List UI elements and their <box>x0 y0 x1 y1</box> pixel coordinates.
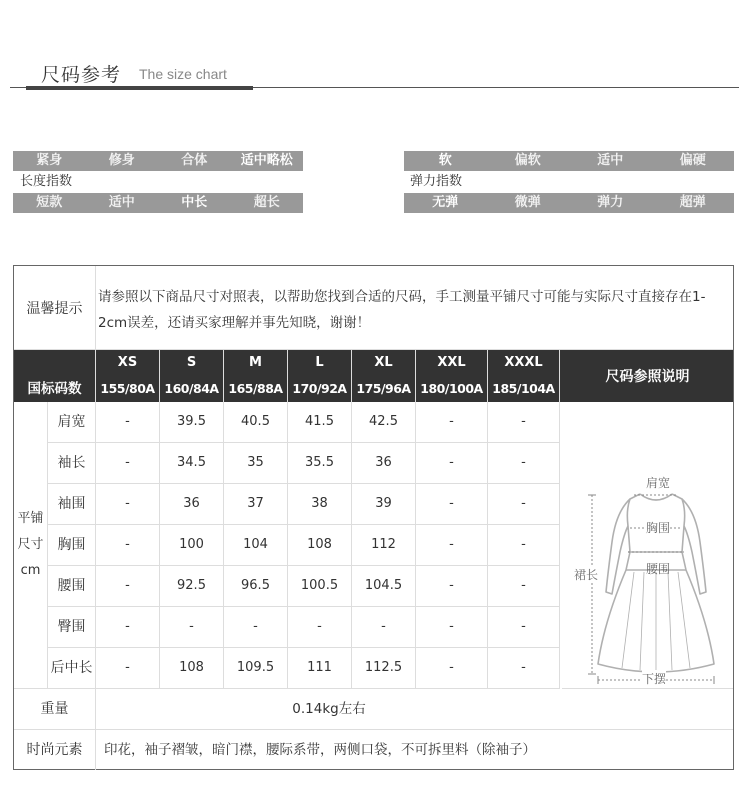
table-cell: - <box>96 443 160 483</box>
length-medium: 适中 <box>108 195 135 210</box>
table-cell: - <box>488 648 560 688</box>
table-cell: 111 <box>288 648 352 688</box>
table-cell: 104 <box>224 525 288 565</box>
dress-diagram <box>562 402 733 689</box>
size-chart-table <box>13 265 734 770</box>
stretch: 弹力 <box>597 195 624 210</box>
row-name: 后中长 <box>48 648 96 688</box>
fit-tight: 紧身 <box>36 153 63 168</box>
elastic-scale-bottom <box>404 193 734 213</box>
header-underline <box>26 86 253 90</box>
fit-label: 长度指数 <box>20 174 73 189</box>
size-m: M <box>224 350 288 376</box>
tip-label: 温馨提示 <box>14 266 96 350</box>
table-cell: 35.5 <box>288 443 352 483</box>
style-value: 印花，袖子褶皱，暗门襟，腰际系带，两侧口袋，不可拆里料（除袖子） <box>104 742 536 758</box>
fit-regular: 合体 <box>181 153 208 168</box>
table-cell: - <box>488 525 560 565</box>
table-cell: 35 <box>224 443 288 483</box>
row-name: 臀围 <box>48 607 96 647</box>
size-xs: XS <box>96 350 160 376</box>
diagram-shoulder: 肩宽 <box>646 476 671 490</box>
table-row <box>48 525 560 566</box>
table-cell: 42.5 <box>352 402 416 442</box>
diagram-hem: 下摆 <box>642 672 667 686</box>
table-cell: - <box>416 566 488 606</box>
table-cell: - <box>416 484 488 524</box>
weight-row <box>14 689 733 730</box>
table-cell: 40.5 <box>224 402 288 442</box>
table-cell: 34.5 <box>160 443 224 483</box>
table-cell: - <box>224 607 288 647</box>
elastic-label: 弹力指数 <box>410 174 463 189</box>
diagram-waist: 腰围 <box>646 562 671 576</box>
length-midlong: 中长 <box>181 195 208 210</box>
style-label: 时尚元素 <box>14 730 96 770</box>
table-cell: 108 <box>288 525 352 565</box>
table-cell: - <box>488 402 560 442</box>
table-cell: 112 <box>352 525 416 565</box>
table-cell: - <box>96 525 160 565</box>
length-short: 短款 <box>36 195 63 210</box>
table-row <box>48 648 560 689</box>
code-xxl: 180/100A <box>416 376 488 402</box>
size-header-row <box>14 350 562 376</box>
table-cell: - <box>96 402 160 442</box>
table-cell: 92.5 <box>160 566 224 606</box>
size-xxl: XXL <box>416 350 488 376</box>
code-l: 170/92A <box>288 376 352 402</box>
row-name: 肩宽 <box>48 402 96 442</box>
table-cell: - <box>96 566 160 606</box>
table-cell: 36 <box>352 443 416 483</box>
size-xl: XL <box>352 350 416 376</box>
table-cell: 36 <box>160 484 224 524</box>
code-label: 国标码数 <box>14 376 96 402</box>
fit-slim: 修身 <box>108 153 135 168</box>
table-cell: 104.5 <box>352 566 416 606</box>
table-cell: - <box>416 402 488 442</box>
table-cell: - <box>488 566 560 606</box>
slight-stretch: 微弹 <box>514 195 541 210</box>
fit-scale-top <box>13 151 303 171</box>
size-xxxl: XXXL <box>488 350 560 376</box>
table-cell: 96.5 <box>224 566 288 606</box>
table-row <box>48 566 560 607</box>
hard-level: 偏硬 <box>679 153 706 168</box>
soft-level: 软 <box>438 153 452 168</box>
code-s: 160/84A <box>160 376 224 402</box>
table-cell: 100 <box>160 525 224 565</box>
row-name: 腰围 <box>48 566 96 606</box>
code-row <box>14 376 562 402</box>
table-cell: - <box>96 607 160 647</box>
elastic-scale-top <box>404 151 734 171</box>
super-stretch: 超弹 <box>679 195 706 210</box>
table-cell: 108 <box>160 648 224 688</box>
code-xl: 175/96A <box>352 376 416 402</box>
table-cell: 100.5 <box>288 566 352 606</box>
table-row <box>48 402 560 443</box>
table-cell: 112.5 <box>352 648 416 688</box>
table-cell: - <box>416 648 488 688</box>
table-cell: 39.5 <box>160 402 224 442</box>
table-cell: 38 <box>288 484 352 524</box>
table-row <box>48 443 560 484</box>
table-cell: - <box>288 607 352 647</box>
fit-loose: 适中略松 <box>240 153 293 168</box>
diagram-chest: 胸围 <box>646 521 671 535</box>
page-title: 尺码参考 <box>41 64 122 86</box>
code-m: 165/88A <box>224 376 288 402</box>
table-row <box>48 484 560 525</box>
row-name: 胸围 <box>48 525 96 565</box>
flat-size-label: 平铺 尺寸 cm <box>14 402 48 689</box>
table-cell: 41.5 <box>288 402 352 442</box>
table-cell: - <box>416 525 488 565</box>
row-name: 袖围 <box>48 484 96 524</box>
weight-value: 0.14kg左右 <box>292 701 366 717</box>
table-cell: - <box>488 484 560 524</box>
table-cell: - <box>352 607 416 647</box>
dress-outline-icon <box>562 402 733 689</box>
table-cell: - <box>488 607 560 647</box>
reference-header: 尺码参照说明 <box>562 350 733 402</box>
weight-label: 重量 <box>14 689 96 729</box>
tip-text: 请参照以下商品尺寸对照表，以帮助您找到合适的尺码，手工测量平铺尺寸可能与实际尺寸直接存在1-2cm误差，还请买家理解并事先知晓，谢谢！ <box>96 266 733 350</box>
size-s: S <box>160 350 224 376</box>
code-xxxl: 185/104A <box>488 376 560 402</box>
row-name: 袖长 <box>48 443 96 483</box>
page-subtitle: The size chart <box>139 66 227 82</box>
table-cell: - <box>96 484 160 524</box>
style-row <box>14 730 733 771</box>
no-stretch: 无弹 <box>432 195 459 210</box>
table-cell: - <box>488 443 560 483</box>
table-cell: 37 <box>224 484 288 524</box>
length-long: 超长 <box>253 195 280 210</box>
table-cell: 109.5 <box>224 648 288 688</box>
code-xs: 155/80A <box>96 376 160 402</box>
diagram-length: 裙长 <box>574 568 599 582</box>
table-cell: - <box>416 443 488 483</box>
fit-scale-bottom <box>13 193 303 213</box>
soft-level-2: 偏软 <box>514 153 541 168</box>
table-row <box>48 607 560 648</box>
table-cell: - <box>416 607 488 647</box>
size-l: L <box>288 350 352 376</box>
table-cell: 39 <box>352 484 416 524</box>
table-cell: - <box>160 607 224 647</box>
table-cell: - <box>96 648 160 688</box>
medium-level: 适中 <box>597 153 624 168</box>
